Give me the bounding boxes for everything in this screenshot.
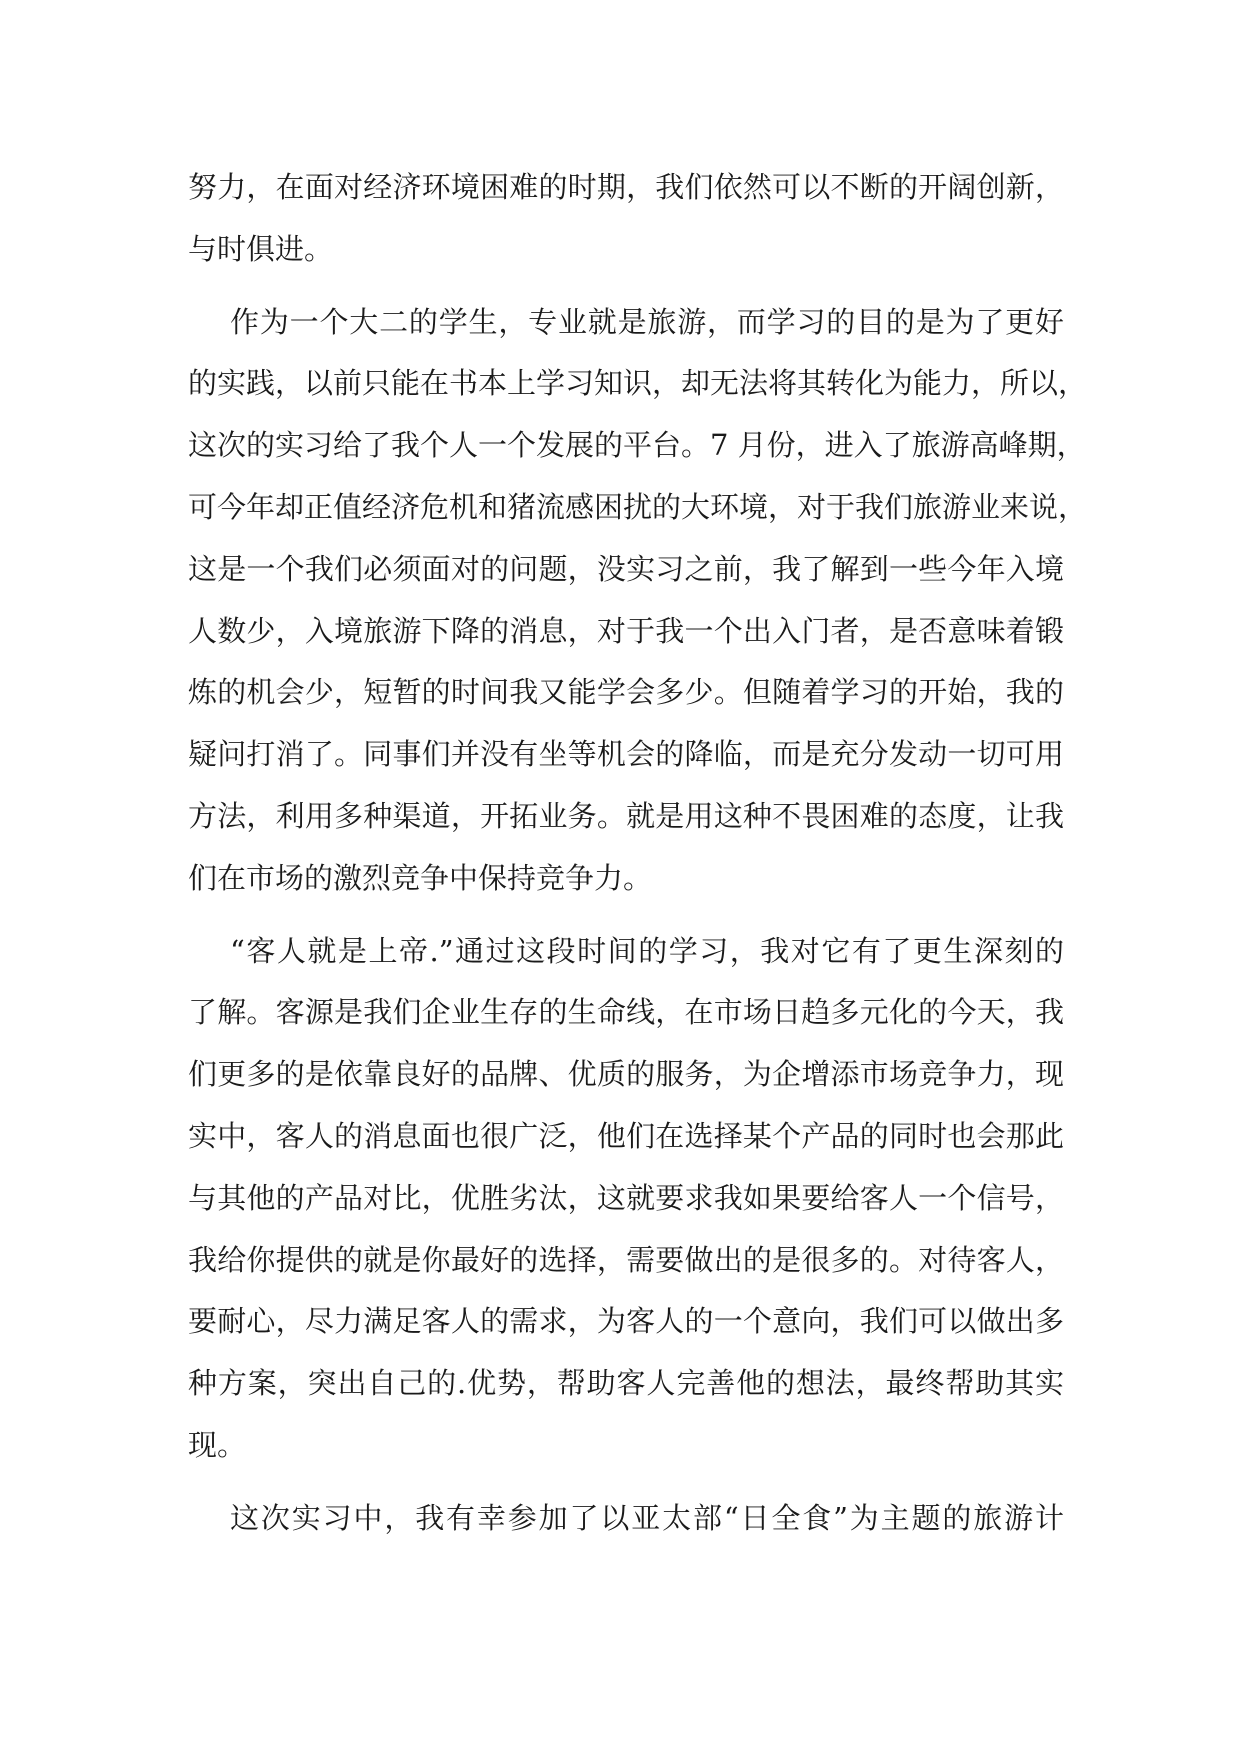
text-line: 与时俱进。 — [188, 231, 334, 266]
text-line: 我给你提供的就是你最好的选择，需要做出的是很多的。对待客人， — [188, 1242, 1064, 1277]
document-body — [188, 157, 1088, 1550]
paragraph-3 — [188, 921, 1064, 1477]
text-line: 们更多的是依靠良好的品牌、优质的服务，为企增添市场竞争力，现 — [188, 1057, 1064, 1092]
text-line: 可今年却正值经济危机和猪流感困扰的大环境，对于我们旅游业来说， — [188, 489, 1088, 524]
text-line: 作为一个大二的学生，专业就是旅游，而学习的目的是为了更好 — [230, 304, 1064, 339]
text-line: 的实践，以前只能在书本上学习知识，却无法将其转化为能力，所以， — [188, 366, 1088, 401]
text-line: 疑问打消了。同事们并没有坐等机会的降临，而是充分发动一切可用 — [188, 737, 1064, 772]
text-line: 人数少，入境旅游下降的消息，对于我一个出入门者，是否意味着锻 — [188, 613, 1064, 648]
text-line: “客人就是上帝.”通过这段时间的学习，我对它有了更生深刻的 — [230, 933, 1064, 968]
text-line: 们在市场的激烈竞争中保持竞争力。 — [188, 860, 653, 895]
text-line: 这次的实习给了我个人一个发展的平台。7 月份，进入了旅游高峰期， — [188, 428, 1086, 463]
text-line: 炼的机会少，短暂的时间我又能学会多少。但随着学习的开始，我的 — [188, 675, 1064, 710]
paragraph-4 — [188, 1488, 1064, 1550]
paragraph-gap — [188, 1477, 1064, 1488]
text-line: 这次实习中，我有幸参加了以亚太部“日全食”为主题的旅游计 — [230, 1500, 1064, 1535]
text-line: 努力，在面对经济环境困难的时期，我们依然可以不断的开阔创新， — [188, 170, 1064, 204]
paragraph-gap — [188, 281, 1064, 292]
text-line: 实中，客人的消息面也很广泛，他们在选择某个产品的同时也会那此 — [188, 1118, 1064, 1153]
text-line: 这是一个我们必须面对的问题，没实习之前，我了解到一些今年入境 — [188, 551, 1064, 586]
text-line: 要耐心，尽力满足客人的需求，为客人的一个意向，我们可以做出多 — [188, 1304, 1064, 1339]
text-line: 现。 — [188, 1427, 247, 1462]
paragraph-1 — [188, 157, 1064, 281]
paragraph-gap — [188, 910, 1064, 921]
paragraph-2 — [188, 292, 1088, 910]
text-line: 种方案，突出自己的.优势，帮助客人完善他的想法，最终帮助其实 — [188, 1366, 1064, 1401]
text-line: 方法，利用多种渠道，开拓业务。就是用这种不畏困难的态度，让我 — [188, 798, 1064, 833]
text-line: 了解。客源是我们企业生存的生命线，在市场日趋多元化的今天，我 — [188, 995, 1064, 1030]
text-line: 与其他的产品对比，优胜劣汰，这就要求我如果要给客人一个信号， — [188, 1180, 1064, 1215]
